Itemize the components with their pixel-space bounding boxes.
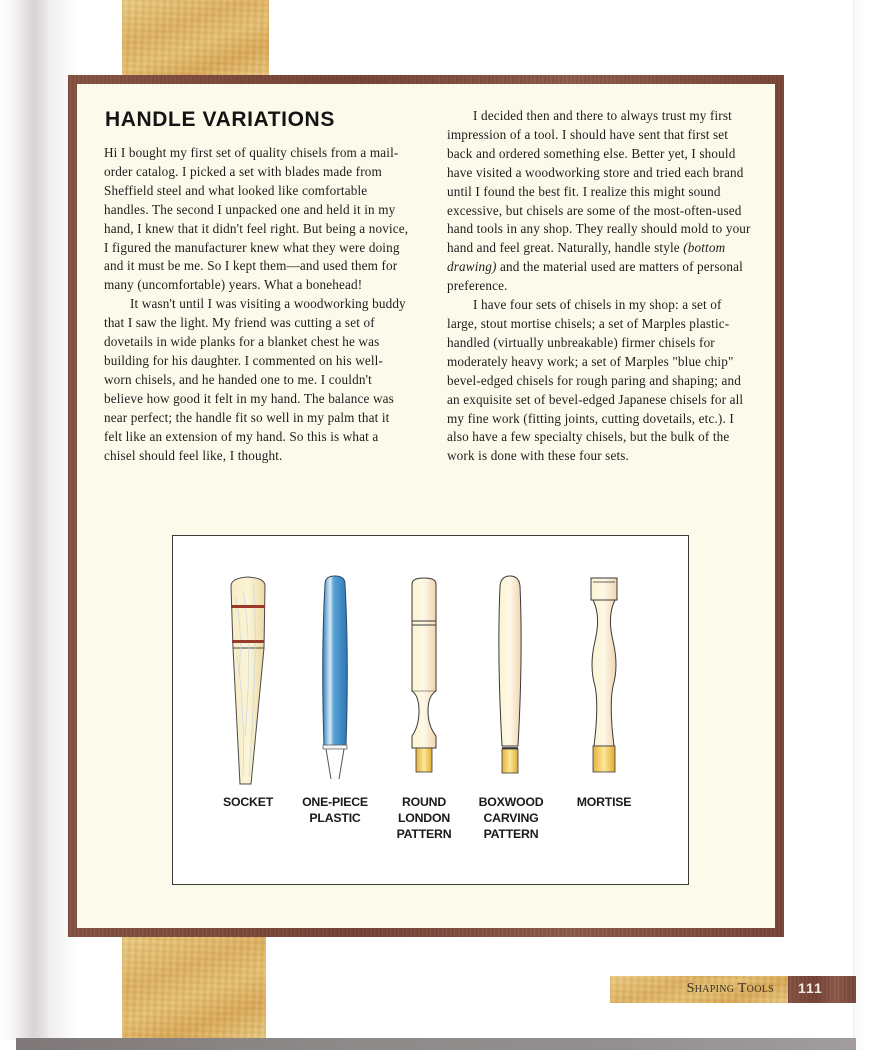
sidebar-panel xyxy=(77,84,775,928)
figure-reference: (bottom drawing) xyxy=(447,240,726,275)
round-london-handle-drawing xyxy=(412,578,436,772)
page-right-edge xyxy=(853,0,884,1050)
label-text: BOXWOOD CARVING PATTERN xyxy=(478,795,544,841)
boxwood-handle-drawing xyxy=(499,576,521,773)
paragraph xyxy=(447,107,752,296)
label-text: ONE-PIECE PLASTIC xyxy=(302,795,368,825)
wood-strip-bottom xyxy=(122,936,266,1040)
left-column xyxy=(104,144,409,465)
handle-label-mortise xyxy=(549,794,659,810)
label-text: MORTISE xyxy=(576,795,632,809)
paragraph: It wasn't until I was visiting a woodworking buddy that I saw the light. My friend was cutting a set of dovetails in wide planks for a blanket chest he was building for his daughter. I commented on his well-worn chisels, and he handed one to me. I couldn't believe how good it felt in my hand. The balance was near perfect; the handle fit so well in my palm that it felt like an extension of my hand. So this is what a chisel should feel like, I thought. xyxy=(104,296,406,463)
book-gutter-shadow xyxy=(0,0,48,1040)
mortise-handle-drawing xyxy=(591,578,617,772)
label-text: SOCKET xyxy=(222,795,274,809)
label-text: ROUND LONDON PATTERN xyxy=(396,795,452,841)
page-number: 111 xyxy=(798,980,823,996)
page-number-box xyxy=(788,976,856,1003)
handle-illustration xyxy=(172,535,689,885)
running-footer-tab xyxy=(610,976,788,1003)
scan-bottom-edge xyxy=(16,1038,856,1050)
paragraph: I have four sets of chisels in my shop: a set of large, stout mortise chisels; a set of Marples plastic-handled (virtually unbreakable) firmer chisels for moderately heavy work; a set of Marples "blue chip" bevel-edged chisels for rough paring and shaping; and an exquisite set of bevel-edged Japanese chisels for all my fine work (fitting joints, cutting dovetails, etc.). I also have a few specialty chisels, but the bulk of the work is done with these four sets. xyxy=(447,297,744,464)
paragraph: Hi I bought my first set of quality chisels from a mail-order catalog. I picked a set with blades made from Sheffield steel and what looked like comfortable handles. The second I unpacked one and held it in my hand, I knew that it didn't feel right. But being a novice, I figured the manufacturer knew what they were doing and it must be me. So I kept them—and used them for many (uncomfortable) years. What a bonehead! xyxy=(104,145,409,293)
sidebar-frame xyxy=(68,75,784,937)
text-run: and the material used are matters of personal preference. xyxy=(447,259,743,294)
wood-strip-top xyxy=(122,0,269,78)
section-title: Shaping Tools xyxy=(686,981,774,996)
right-column xyxy=(447,107,752,466)
sidebar-title: HANDLE VARIATIONS xyxy=(105,108,335,131)
plastic-handle-drawing xyxy=(323,576,348,779)
text-run: I decided then and there to always trust my first impression of a tool. I should have sent that first set back and ordered something else. Better yet, I should have visited a woodworking store and tried each brand until I found the best fit. I realize this might sound excessive, but chisels are some of the most-often-used hand tools in any shop. They really should mold to your hand and feel great. Naturally, handle style xyxy=(447,108,751,256)
socket-handle-drawing xyxy=(231,577,265,784)
